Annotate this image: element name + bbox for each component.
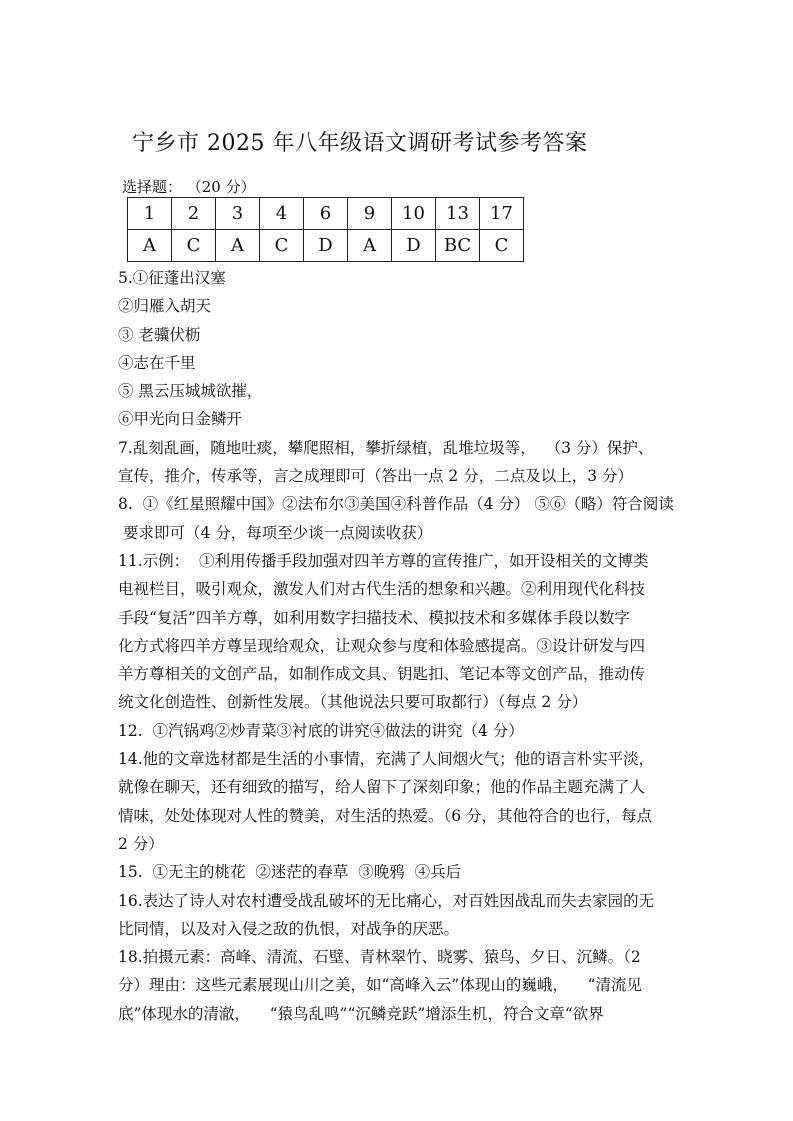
answer-cell: BC [436,230,480,262]
text-line: 5.①征蓬出汉塞 [118,269,226,287]
question-number-cell: 4 [260,198,304,230]
text-line: 情味，处处体现对人性的赞美，对生活的热爱。（6 分，其他符合的也行，每点 [118,806,653,825]
answer-cell: D [392,230,436,262]
text-line: 18.拍摄元素：高峰、清流、石壁、青林翠竹、晓雾、猿鸟、夕日、沉鳞。（2 [118,948,641,967]
answer-table [127,197,524,262]
question-number-cell: 10 [392,198,436,230]
text-line: 就像在聊天，还有细致的描写，给人留下了深刻印象；他的作品主题充满了人 [118,778,646,797]
answer-cell: C [480,230,524,262]
answer-cell: C [260,230,304,262]
text-line: ④志在千里 [118,353,196,372]
text-line: 宣传，推介，传承等，言之成理即可（答出一点 2 分，二点及以上，3 分） [118,467,634,486]
question-number-cell: 2 [172,198,216,230]
text-line: 11.示例： ①利用传播手段加强对四羊方尊的宣传推广，如开设相关的文博类 [118,551,649,570]
question-number-cell: 13 [436,198,480,230]
text-line: ⑥甲光向日金鳞开 [118,410,243,429]
multiple-choice-heading: 选择题： （20 分） [122,178,256,196]
text-line: ②归雁入胡天 [118,297,212,316]
text-line: 底”体现水的清澈， “猿鸟乱鸣”“沉鳞竞跃”增添生机，符合文章“欲界 [118,1004,604,1023]
answer-cell: C [172,230,216,262]
answer-cell: A [128,230,172,262]
text-line: 比同情，以及对入侵之敌的仇恨，对战争的厌恶。 [118,919,460,938]
question-number-cell: 6 [304,198,348,230]
text-line: 化方式将四羊方尊呈现给观众，让观众参与度和体验感提高。③设计研发与四 [118,636,646,655]
text-line: 要求即可（4 分，每项至少谈一点阅读收获） [118,523,433,542]
question-number-cell: 3 [216,198,260,230]
answer-row [128,230,524,262]
text-line: 7.乱刻乱画，随地吐痰，攀爬照相，攀折绿植，乱堆垃圾等， （3 分）保护、 [118,438,654,457]
page-title: 宁乡市 2025 年八年级语文调研考试参考答案 [132,131,588,156]
answer-cell: A [348,230,392,262]
text-line: ③ 老骥伏枥 [118,325,201,344]
text-line: 16.表达了诗人对农村遭受战乱破坏的无比痛心，对百姓因战乱而失去家园的无 [118,891,655,910]
text-line: 统文化创造性、创新性发展。（其他说法只要可取都行）（每点 2 分） [118,693,588,712]
question-number-cell: 9 [348,198,392,230]
text-line: 14.他的文章选材都是生活的小事情，充满了人间烟火气；他的语言朴实平淡， [118,750,655,769]
text-line: 手段“复活”四羊方尊，如利用数字扫描技术、模拟技术和多媒体手段以数字 [118,608,630,627]
text-line: 12. ①汽锅鸡②炒青菜③衬底的讲究④做法的讲究（4 分） [118,721,524,740]
question-number-cell: 17 [480,198,524,230]
answer-cell: D [304,230,348,262]
text-line: 分）理由：这些元素展现山川之美，如“高峰入云”体现山的巍峨， “清流见 [118,976,642,995]
text-line: 15. ①无主的桃花 ②迷茫的春草 ③晚鸦 ④兵后 [118,863,462,882]
text-line: ⑤ 黑云压城城欲摧， [118,382,263,401]
text-line: 羊方尊相关的文创产品，如制作成文具、钥匙扣、笔记本等文创产品，推动传 [118,665,646,684]
answer-cell: A [216,230,260,262]
text-line: 电视栏目，吸引观众，激发人们对古代生活的想象和兴趣。②利用现代化科技 [118,580,646,599]
question-number-row [128,198,524,230]
answer-text-body [118,264,678,1028]
text-line: 8. ①《红星照耀中国》②法布尔③美国④科普作品（4 分） ⑤⑥（略）符合阅读 [118,495,674,514]
text-line: 2 分） [118,834,164,853]
question-number-cell: 1 [128,198,172,230]
